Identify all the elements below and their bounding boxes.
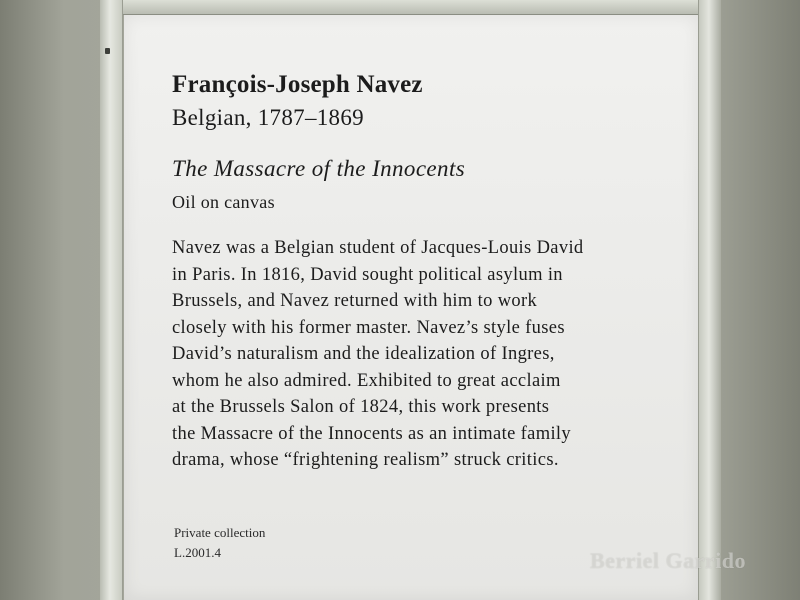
description-line: closely with his former master. Navez’s style fuses [172,317,565,338]
artwork-title: The Massacre of the Innocents [172,156,466,181]
frame-screw [105,48,110,54]
frame-right-rail [698,0,721,600]
artist-name: François-Joseph Navez [172,71,423,98]
museum-wall-label [124,15,698,600]
frame-top-rail [100,0,720,15]
description-line: Navez was a Belgian student of Jacques-Louis David [172,238,584,258]
description-line: Brussels, and Navez returned with him to work [172,291,538,311]
description-line: the Massacre of the Innocents as an intimate family [172,423,572,444]
description-line: in Paris. In 1816, David sought political asylum in [172,264,563,285]
description-line: at the Brussels Salon of 1824, this work presents [172,397,550,417]
artwork-medium: Oil on canvas [172,192,275,212]
credit-block [174,523,265,563]
artist-nationality-dates: Belgian, 1787–1869 [172,105,364,130]
frame-left-rail [100,0,123,600]
description-line: drama, whose “frightening realism” struck critics. [172,450,559,470]
photographer-watermark: Berriel Garrido [590,548,746,573]
artwork-description [172,235,584,474]
accession-number: L.2001.4 [174,545,221,560]
description-line: David’s naturalism and the idealization of Ingres, [172,344,555,364]
description-line: whom he also admired. Exhibited to great acclaim [172,370,561,391]
credit-line: Private collection [174,525,266,540]
